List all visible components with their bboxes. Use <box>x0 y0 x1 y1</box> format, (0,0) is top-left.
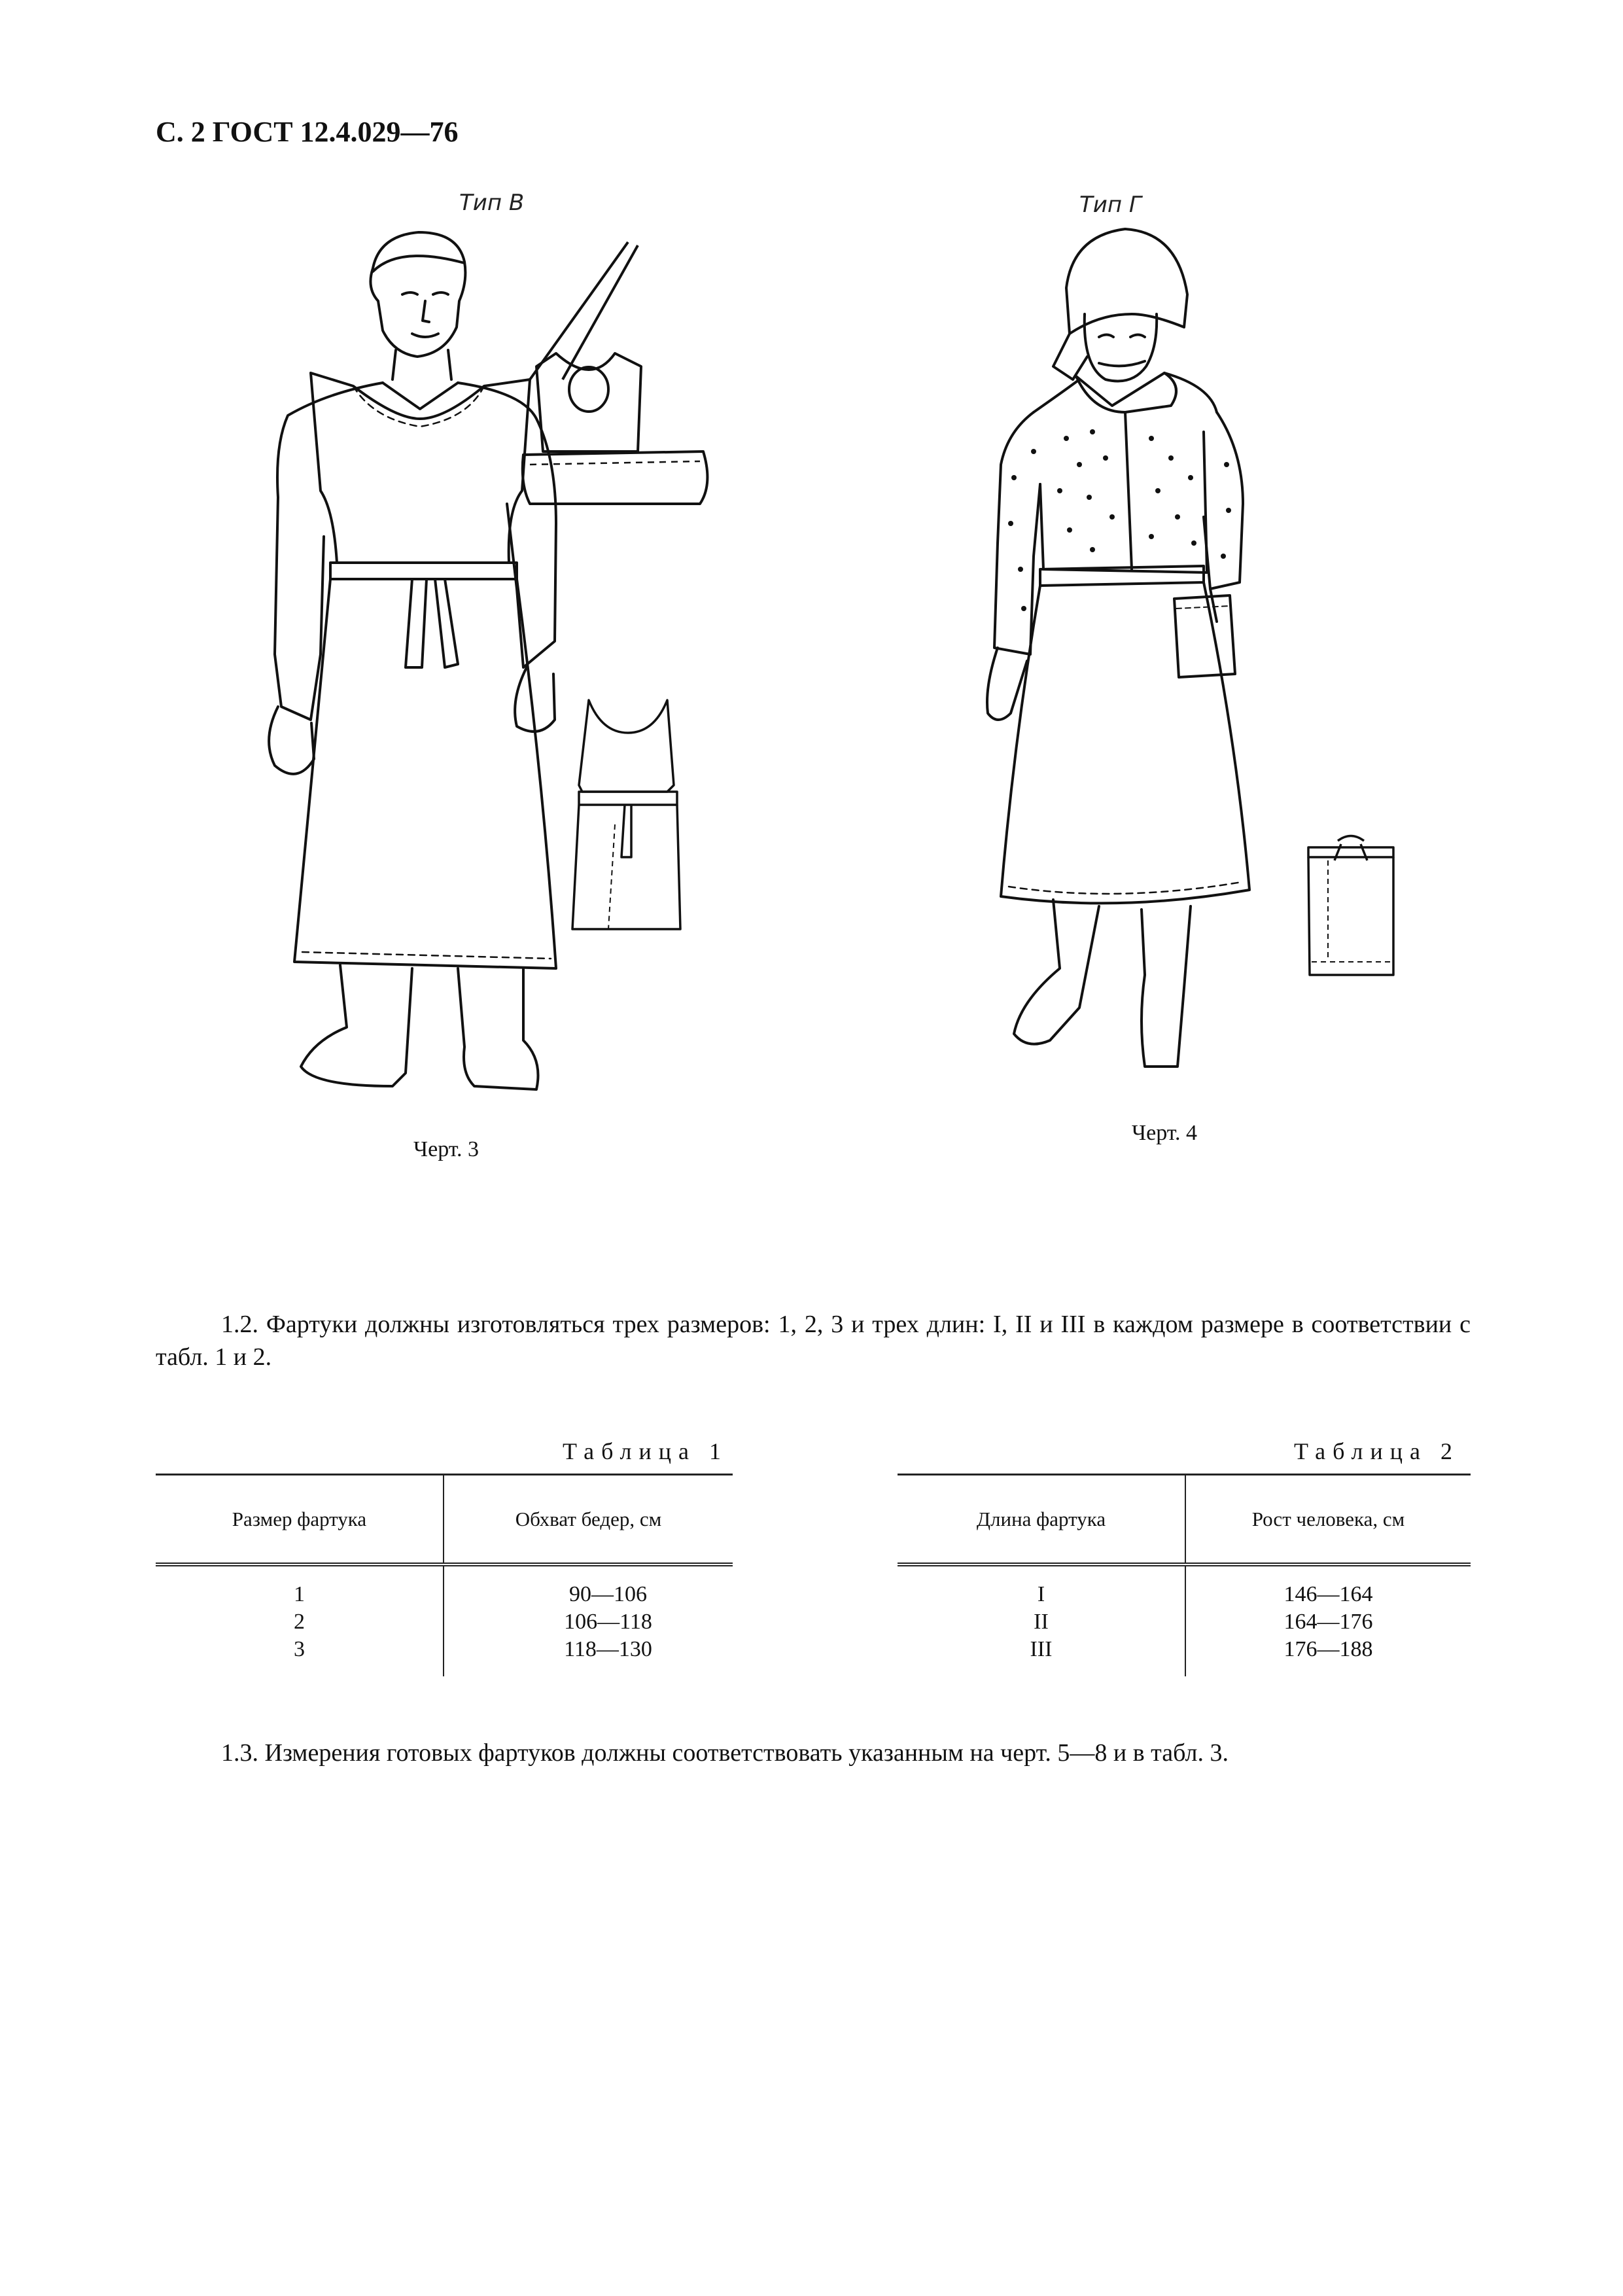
table-2-cell: I <box>898 1564 1185 1608</box>
table-row <box>156 1608 733 1636</box>
paragraph-1-2-text: 1.2. Фартуки должны изготовляться трех размеров: 1, 2, 3 и трех длин: I, II и III в каждом размере в соответствии с табл. 1 и 2. <box>156 1311 1471 1371</box>
table-row <box>898 1608 1471 1636</box>
table-2-header-length: Длина фартука <box>898 1475 1185 1565</box>
table-2-cell: 176—188 <box>1283 1637 1373 1661</box>
table-2-caption: Таблица 2 <box>1294 1438 1459 1464</box>
table-1-header-hip: Обхват бедер, см <box>444 1475 733 1565</box>
figure-3-apron-detail-front <box>569 694 687 942</box>
table-1-cell: 3 <box>156 1636 444 1676</box>
table-2-cell: 146—164 <box>1283 1582 1373 1606</box>
table-2-header-height: Рост человека, см <box>1185 1475 1471 1565</box>
figure-4-type-label: Тип Г <box>1079 192 1142 218</box>
figure-3-type-label: Тип В <box>459 190 525 216</box>
table-row <box>898 1564 1471 1608</box>
table-2-cell: II <box>898 1608 1185 1636</box>
figure-4-apron-detail <box>1302 831 1400 988</box>
table-1-cell: 1 <box>156 1564 444 1608</box>
table-1-cell: 2 <box>156 1608 444 1636</box>
paragraph-1-3-text: 1.3. Измерения готовых фартуков должны соответствовать указанным на черт. 5—8 и в табл. 3. <box>221 1739 1229 1767</box>
table-1-cell: 118—130 <box>564 1637 652 1661</box>
paragraph-1-2 <box>156 1308 1471 1373</box>
table-1-header-size: Размер фартука <box>156 1475 444 1565</box>
table-row <box>156 1636 733 1676</box>
table-2-cell: III <box>898 1636 1185 1676</box>
table-2-cell: 164—176 <box>1283 1610 1373 1634</box>
paragraph-1-3 <box>156 1737 1471 1769</box>
table-2 <box>898 1474 1471 1676</box>
table-row <box>156 1564 733 1608</box>
page-header: С. 2 ГОСТ 12.4.029—76 <box>156 116 459 148</box>
table-1 <box>156 1474 733 1676</box>
table-1-cell: 90—106 <box>568 1582 647 1606</box>
figure-3-caption: Черт. 3 <box>413 1137 480 1161</box>
figure-4-caption: Черт. 4 <box>1132 1121 1198 1145</box>
table-1-caption: Таблица 1 <box>563 1438 728 1464</box>
table-1-cell: 106—118 <box>564 1610 652 1634</box>
figure-3-apron-detail-top <box>517 236 726 537</box>
table-row <box>898 1636 1471 1676</box>
figure-4-illustration <box>935 216 1321 1106</box>
